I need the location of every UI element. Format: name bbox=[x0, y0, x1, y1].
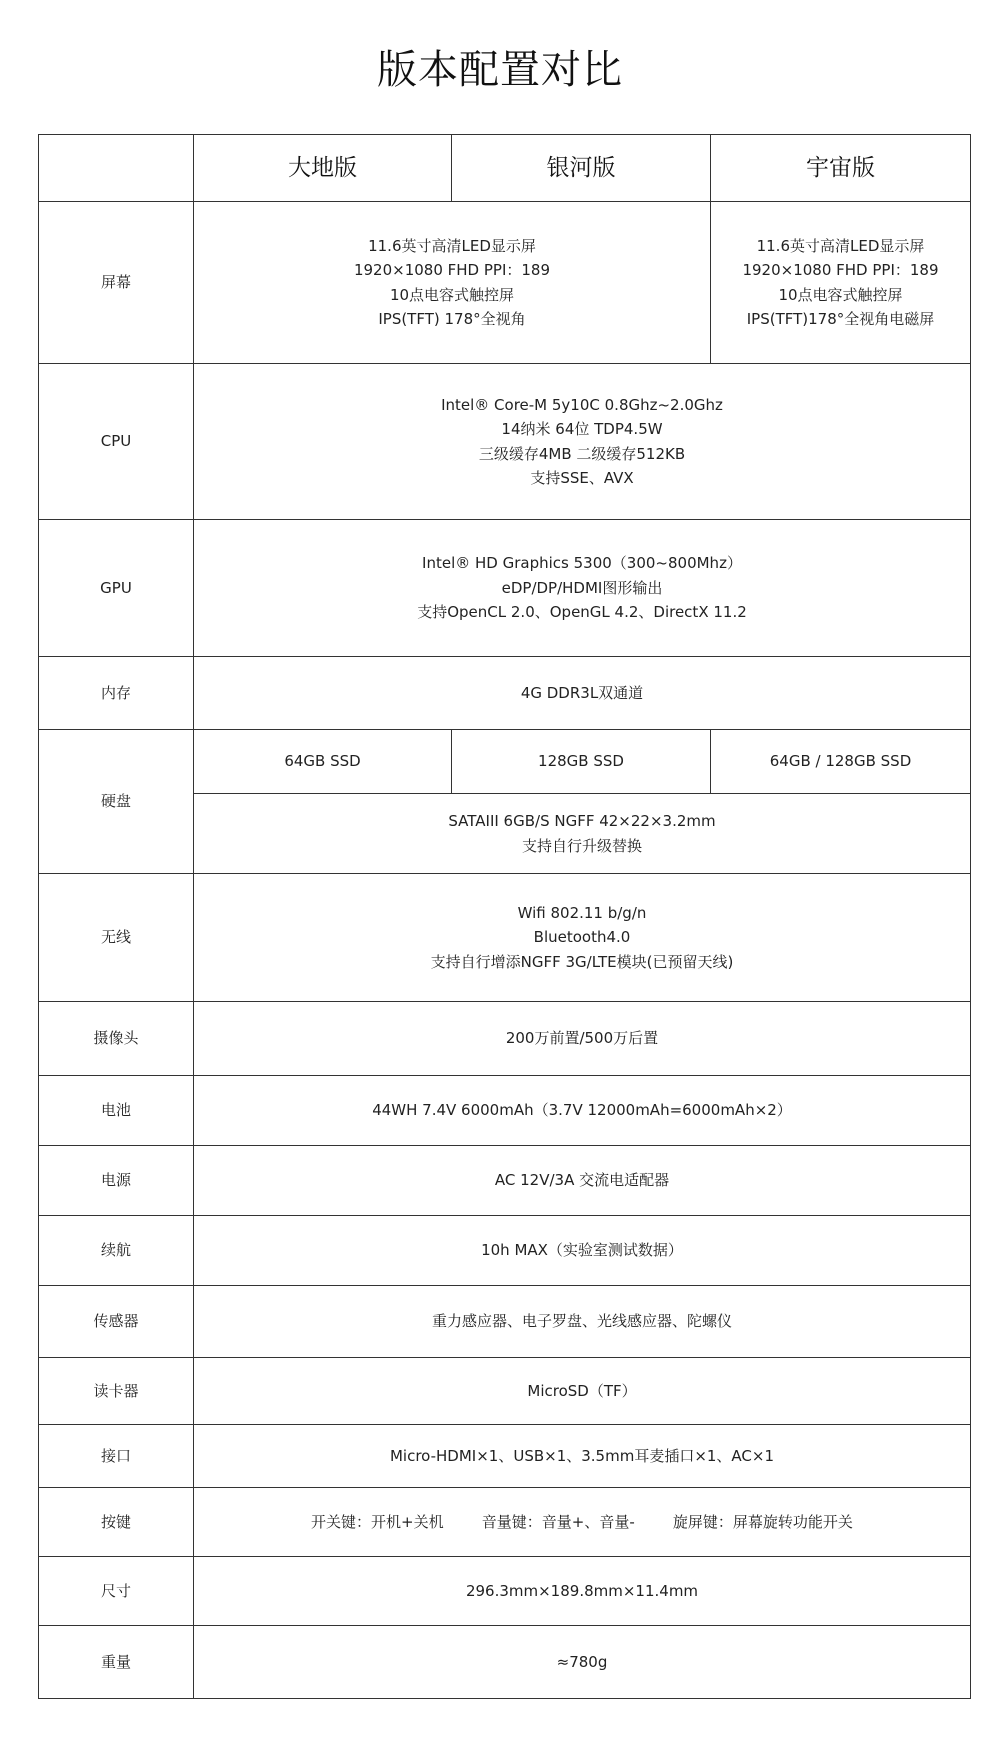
screen-value-yuzhou bbox=[711, 202, 971, 364]
disk-detail bbox=[194, 794, 971, 874]
disk-value-dadi: 64GB SSD bbox=[194, 730, 452, 794]
card-reader-row bbox=[39, 1358, 971, 1425]
disk-line: SATAIII 6GB/S NGFF 42×22×3.2mm bbox=[448, 812, 716, 830]
screen-line: IPS(TFT)178°全视角电磁屏 bbox=[746, 310, 935, 328]
version-yinhe: 银河版 bbox=[452, 135, 711, 202]
camera-row bbox=[39, 1002, 971, 1076]
wireless-label: 无线 bbox=[39, 874, 194, 1002]
size-value: 296.3mm×189.8mm×11.4mm bbox=[194, 1557, 971, 1626]
ports-value: Micro-HDMI×1、USB×1、3.5mm耳麦插口×1、AC×1 bbox=[194, 1425, 971, 1488]
endurance-value: 10h MAX（实验室测试数据） bbox=[194, 1216, 971, 1286]
sensors-label: 传感器 bbox=[39, 1286, 194, 1358]
buttons-value bbox=[194, 1488, 971, 1557]
disk-row bbox=[39, 730, 971, 794]
screen-line: 10点电容式触控屏 bbox=[389, 285, 515, 304]
screen-line: 1920×1080 FHD PPI：189 bbox=[742, 261, 939, 279]
header-empty-cell bbox=[39, 135, 194, 202]
cpu-label: CPU bbox=[39, 364, 194, 520]
memory-row bbox=[39, 657, 971, 730]
sensors-value: 重力感应器、电子罗盘、光线感应器、陀螺仪 bbox=[194, 1286, 971, 1358]
wireless-line: Bluetooth4.0 bbox=[533, 928, 631, 947]
disk-label: 硬盘 bbox=[39, 730, 194, 874]
size-label: 尺寸 bbox=[39, 1557, 194, 1626]
power-row bbox=[39, 1146, 971, 1216]
cpu-row bbox=[39, 364, 971, 520]
screen-line: 11.6英寸高清LED显示屏 bbox=[368, 236, 536, 255]
card-reader-label: 读卡器 bbox=[39, 1358, 194, 1425]
gpu-line: 支持OpenCL 2.0、OpenGL 4.2、DirectX 11.2 bbox=[417, 603, 747, 622]
wireless-line: 支持自行增添NGFF 3G/LTE模块(已预留天线) bbox=[430, 952, 734, 971]
gpu-line: eDP/DP/HDMI图形输出 bbox=[501, 578, 663, 597]
disk-value-yuzhou: 64GB / 128GB SSD bbox=[711, 730, 971, 794]
version-header-row bbox=[39, 135, 971, 202]
ports-label: 接口 bbox=[39, 1425, 194, 1488]
screen-line: IPS(TFT) 178°全视角 bbox=[378, 310, 526, 328]
page-title: 版本配置对比 bbox=[377, 47, 623, 93]
screen-value-shared bbox=[194, 202, 711, 364]
camera-value: 200万前置/500万后置 bbox=[194, 1002, 971, 1076]
battery-row bbox=[39, 1076, 971, 1146]
endurance-row bbox=[39, 1216, 971, 1286]
buttons-row bbox=[39, 1488, 971, 1557]
cpu-line: 支持SSE、AVX bbox=[530, 469, 634, 487]
wireless-value bbox=[194, 874, 971, 1002]
battery-label: 电池 bbox=[39, 1076, 194, 1146]
battery-value: 44WH 7.4V 6000mAh（3.7V 12000mAh=6000mAh×2） bbox=[194, 1076, 971, 1146]
gpu-value bbox=[194, 520, 971, 657]
memory-label: 内存 bbox=[39, 657, 194, 730]
screen-row bbox=[39, 202, 971, 364]
size-row bbox=[39, 1557, 971, 1626]
weight-row bbox=[39, 1626, 971, 1699]
version-yuzhou: 宇宙版 bbox=[711, 135, 971, 202]
endurance-label: 续航 bbox=[39, 1216, 194, 1286]
gpu-line: Intel® HD Graphics 5300（300~800Mhz） bbox=[422, 554, 742, 573]
cpu-line: Intel® Core-M 5y10C 0.8Ghz~2.0Ghz bbox=[441, 395, 723, 414]
power-value: AC 12V/3A 交流电适配器 bbox=[194, 1146, 971, 1216]
rotate-key-text: 旋屏键：屏幕旋转功能开关 bbox=[672, 1512, 853, 1531]
memory-value: 4G DDR3L双通道 bbox=[194, 657, 971, 730]
gpu-label: GPU bbox=[39, 520, 194, 657]
screen-line: 11.6英寸高清LED显示屏 bbox=[756, 236, 925, 255]
wireless-line: Wifi 802.11 b/g/n bbox=[517, 903, 647, 922]
cpu-line: 三级缓存4MB 二级缓存512KB bbox=[478, 444, 686, 463]
screen-line: 10点电容式触控屏 bbox=[778, 285, 903, 304]
power-label: 电源 bbox=[39, 1146, 194, 1216]
ports-row bbox=[39, 1425, 971, 1488]
spec-comparison-table bbox=[38, 134, 971, 1699]
power-key-text: 开关键：开机+关机 bbox=[311, 1512, 444, 1531]
disk-line: 支持自行升级替换 bbox=[521, 836, 642, 855]
weight-label: 重量 bbox=[39, 1626, 194, 1699]
weight-value: ≈780g bbox=[194, 1626, 971, 1699]
card-reader-value: MicroSD（TF） bbox=[194, 1358, 971, 1425]
gpu-row bbox=[39, 520, 971, 657]
cpu-line: 14纳米 64位 TDP4.5W bbox=[501, 420, 663, 438]
version-dadi: 大地版 bbox=[194, 135, 452, 202]
sensors-row bbox=[39, 1286, 971, 1358]
volume-key-text: 音量键：音量+、音量- bbox=[481, 1512, 635, 1531]
camera-label: 摄像头 bbox=[39, 1002, 194, 1076]
cpu-value bbox=[194, 364, 971, 520]
disk-value-yinhe: 128GB SSD bbox=[452, 730, 711, 794]
screen-label: 屏幕 bbox=[39, 202, 194, 364]
screen-line: 1920×1080 FHD PPI：189 bbox=[353, 261, 551, 279]
buttons-label: 按键 bbox=[39, 1488, 194, 1557]
wireless-row bbox=[39, 874, 971, 1002]
